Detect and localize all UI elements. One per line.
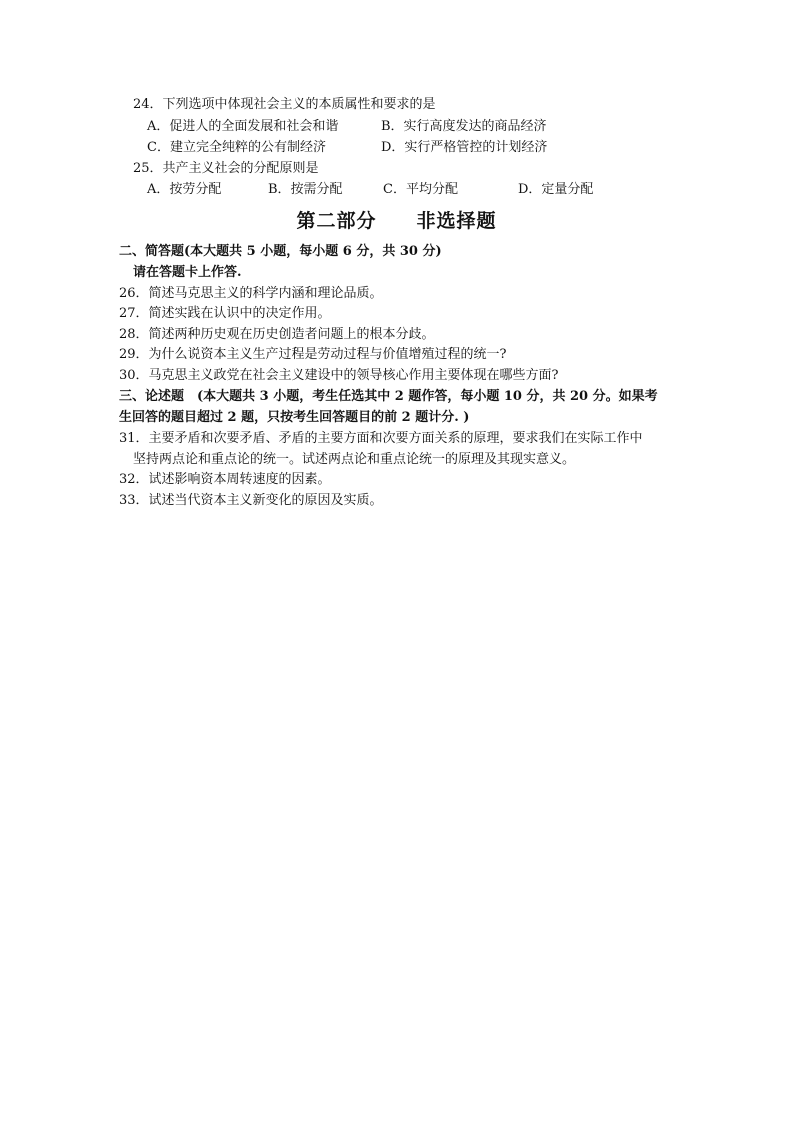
- section-3-heading-line-1: 三、论述题 (本大题共 3 小题，考生任选其中 2 题作答，每小题 10 分，共 20 分。如果考: [119, 389, 658, 404]
- part-two-title-right: 非选择题: [416, 210, 497, 232]
- question-28: 28．简述两种历史观在历史创造者问题上的根本分歧。: [119, 327, 435, 342]
- question-25-stem: 25．共产主义社会的分配原则是: [133, 161, 319, 176]
- question-30: 30．马克思主义政党在社会主义建设中的领导核心作用主要体现在哪些方面?: [119, 368, 559, 383]
- question-27: 27．简述实践在认识中的决定作用。: [119, 306, 331, 321]
- question-31-line-1: 31．主要矛盾和次要矛盾、矛盾的主要方面和次要方面关系的原理，要求我们在实际工作中: [119, 431, 643, 446]
- question-32: 32．试述影响资本周转速度的因素。: [119, 472, 331, 487]
- question-25-option-b: B．按需分配: [268, 182, 343, 197]
- question-24-option-b: B．实行高度发达的商品经济: [381, 119, 547, 134]
- question-25-option-c: C．平均分配: [383, 182, 458, 197]
- question-25-option-a: A．按劳分配: [147, 182, 222, 197]
- question-24-option-a: A．促进人的全面发展和社会和谐: [147, 119, 339, 134]
- section-3-heading-line-2: 生回答的题目超过 2 题，只按考生回答题目的前 2 题计分. ): [119, 410, 470, 425]
- question-24-stem: 24．下列选项中体现社会主义的本质属性和要求的是: [133, 97, 436, 112]
- question-24-option-d: D．实行严格管控的计划经济: [381, 140, 548, 155]
- section-2-heading: 二、简答题(本大题共 5 小题，每小题 6 分，共 30 分): [119, 244, 442, 259]
- question-31-line-2: 坚持两点论和重点论的统一。试述两点论和重点论统一的原理及其现实意义。: [133, 452, 576, 467]
- section-2-instruction: 请在答题卡上作答.: [133, 265, 242, 280]
- question-26: 26．简述马克思主义的科学内涵和理论品质。: [119, 286, 383, 301]
- part-two-title-left: 第二部分: [296, 210, 377, 232]
- question-29: 29．为什么说资本主义生产过程是劳动过程与价值增殖过程的统一?: [119, 347, 507, 362]
- question-24-option-c: C．建立完全纯粹的公有制经济: [147, 140, 326, 155]
- part-two-title: [0, 208, 793, 234]
- question-25-option-d: D．定量分配: [518, 182, 594, 197]
- question-33: 33．试述当代资本主义新变化的原因及实质。: [119, 493, 383, 508]
